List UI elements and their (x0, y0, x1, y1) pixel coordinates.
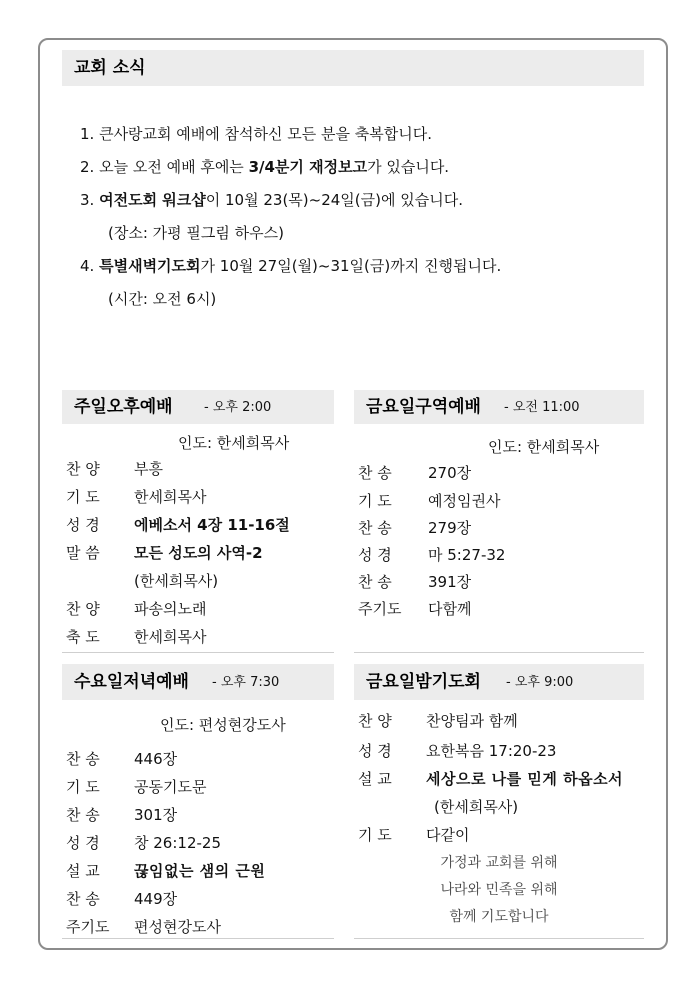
friday-district-title: 금요일구역예배 (366, 397, 481, 417)
prayer-topic-1: 가정과 교회를 위해 (440, 855, 558, 871)
news-list (80, 118, 501, 316)
sunday-time: - 오후 2:00 (204, 400, 272, 415)
news-item-1: 1. 큰사랑교회 예배에 참석하신 모든 분을 축복합니다. (80, 125, 432, 143)
friday-district-leader: 인도: 한세희목사 (488, 438, 600, 456)
wednesday-header (62, 664, 334, 700)
wednesday-divider (62, 938, 334, 939)
news-header (62, 50, 644, 86)
news-title: 교회 소식 (74, 58, 146, 78)
friday-night-service: 찬 양 찬양팀과 함께 성 경 요한복음 17:20-23 설 교 세상으로 나를 믿게 하옵소서 (한세희목사) 기 도 다같이 (358, 712, 624, 844)
prayer-topic-2: 나라와 민족을 위해 (440, 882, 558, 898)
sunday-divider (62, 652, 334, 653)
friday-night-header (354, 664, 644, 700)
friday-night-time: - 오후 9:00 (506, 675, 574, 690)
friday-district-header (354, 390, 644, 424)
sunday-service: 인도: 한세희목사 찬 양 부흥 기 도 한세희목사 성 경 에베소서 4장 11-16절 말 씀 모든 성도의 사역-2 (한세희목사) 찬 양 파송의노래 축 도 한세희목사 (66, 434, 290, 646)
news-item-3: 3. 여전도회 워크샵이 10월 23(목)~24일(금)에 있습니다. (80, 191, 463, 209)
friday-district-divider (354, 652, 644, 653)
news-item-3-note: (장소: 가평 필그림 하우스) (108, 224, 284, 242)
friday-district-time: - 오전 11:00 (504, 400, 580, 415)
wednesday-service: 인도: 편성현강도사 찬 송 446장 기 도 공동기도문 찬 송 301장 성 경 창 26:12-25 설 교 끊임없는 샘의 근원 찬 송 449장 주기도 편성현강도사 (66, 716, 286, 936)
news-item-4-note: (시간: 오전 6시) (108, 290, 217, 308)
news-item-2: 2. 오늘 오전 예배 후에는 3/4분기 재정보고가 있습니다. (80, 158, 450, 176)
wednesday-time: - 오후 7:30 (212, 675, 280, 690)
news-item-4: 4. 특별새벽기도회가 10월 27일(월)~31일(금)까지 진행됩니다. (80, 257, 502, 275)
sunday-leader: 인도: 한세희목사 (178, 434, 290, 452)
prayer-topic-3: 함께 기도합니다 (449, 909, 549, 925)
wednesday-title: 수요일저녁예배 (74, 672, 189, 692)
wednesday-leader: 인도: 편성현강도사 (160, 716, 286, 734)
sunday-header (62, 390, 334, 424)
friday-district-service: 인도: 한세희목사 찬 송 270장 기 도 예정임권사 찬 송 279장 성 경 마 5:27-32 찬 송 391장 주기도 다함께 (358, 438, 600, 618)
sunday-title: 주일오후예배 (74, 397, 173, 417)
friday-night-title: 금요일밤기도회 (366, 672, 481, 692)
friday-night-divider (354, 938, 644, 939)
